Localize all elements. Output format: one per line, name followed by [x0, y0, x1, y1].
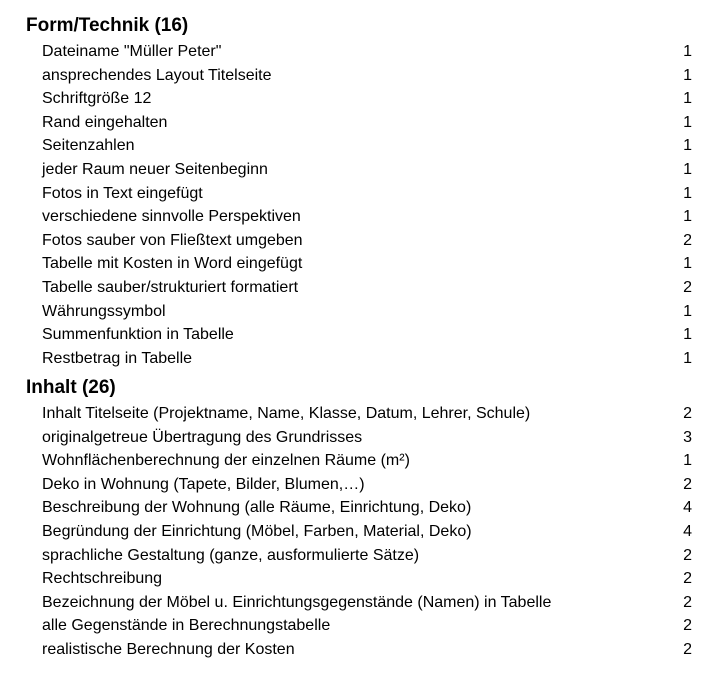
criterion-row: [0, 591, 713, 615]
section-heading-inhalt: Inhalt (26): [26, 377, 116, 398]
section-heading-form-technik: Form/Technik (16): [26, 15, 189, 36]
criterion-points: 1: [683, 208, 692, 226]
criterion-row: [0, 323, 713, 347]
criterion-row: [0, 134, 713, 158]
criterion-points: 1: [683, 90, 692, 108]
criterion-label: Inhalt Titelseite (Projektname, Name, Klasse, Datum, Lehrer, Schule): [42, 405, 531, 422]
criterion-row: [0, 638, 713, 662]
criterion-label: Fotos in Text eingefügt: [42, 184, 203, 202]
criterion-row: [0, 182, 713, 206]
criterion-points: 1: [683, 184, 692, 202]
criterion-points: 1: [683, 255, 692, 273]
criterion-points: 2: [683, 279, 692, 296]
criterion-row: [0, 158, 713, 182]
criterion-label: Beschreibung der Wohnung (alle Räume, Einrichtung, Deko): [42, 499, 472, 517]
criterion-points: 2: [683, 617, 692, 635]
criterion-label: alle Gegenstände in Berechnungstabelle: [42, 617, 331, 635]
criterion-points: 2: [683, 546, 692, 564]
criterion-label: Bezeichnung der Möbel u. Einrichtungsgegenstände (Namen) in Tabelle: [42, 593, 552, 611]
criterion-row: [0, 473, 713, 497]
criterion-row: [0, 614, 713, 638]
criterion-points: 3: [683, 428, 692, 446]
criterion-points: 4: [683, 523, 692, 540]
criterion-label: sprachliche Gestaltung (ganze, ausformulierte Sätze): [42, 546, 420, 564]
criterion-label: realistische Berechnung der Kosten: [42, 641, 295, 658]
criterion-label: originalgetreue Übertragung des Grundrisses: [42, 428, 363, 446]
criterion-label: Restbetrag in Tabelle: [42, 349, 193, 367]
criterion-label: Summenfunktion in Tabelle: [42, 326, 234, 344]
criterion-row: [0, 64, 713, 88]
criterion-points: 2: [683, 593, 692, 611]
criterion-points: 1: [683, 161, 692, 178]
criterion-label: jeder Raum neuer Seitenbeginn: [42, 161, 268, 178]
criterion-row: [0, 229, 713, 253]
criterion-points: 1: [683, 302, 692, 320]
criterion-row: [0, 402, 713, 426]
criterion-points: 1: [683, 349, 692, 367]
criterion-row: [0, 347, 713, 371]
criterion-points: 2: [683, 570, 692, 588]
criterion-label: Deko in Wohnung (Tapete, Bilder, Blumen,…): [42, 475, 365, 493]
criterion-row: [0, 300, 713, 324]
criterion-row: [0, 252, 713, 276]
criterion-points: 2: [683, 405, 692, 422]
criterion-row: [0, 276, 713, 300]
criterion-row: [0, 544, 713, 568]
criterion-label: Rand eingehalten: [42, 113, 168, 131]
criterion-points: 1: [683, 326, 692, 344]
criterion-points: 1: [683, 137, 692, 155]
criterion-row: [0, 496, 713, 520]
criterion-row: [0, 449, 713, 473]
criterion-row: [0, 205, 713, 229]
criterion-label: Begründung der Einrichtung (Möbel, Farben, Material, Deko): [42, 523, 472, 540]
criterion-points: 2: [683, 475, 692, 493]
criterion-points: 1: [683, 452, 692, 470]
criterion-row: [0, 567, 713, 591]
criterion-label: Seitenzahlen: [42, 137, 135, 155]
criterion-label: Fotos sauber von Fließtext umgeben: [42, 231, 303, 249]
criterion-label: Rechtschreibung: [42, 570, 163, 588]
criterion-label: Wohnflächenberechnung der einzelnen Räume (m²): [42, 452, 410, 470]
criterion-label: Dateiname "Müller Peter": [42, 43, 222, 60]
criterion-label: Tabelle mit Kosten in Word eingefügt: [42, 255, 303, 273]
criterion-points: 1: [683, 66, 692, 84]
criterion-label: Schriftgröße 12: [42, 90, 152, 108]
criterion-row: [0, 87, 713, 111]
criterion-row: [0, 426, 713, 450]
criterion-points: 2: [683, 641, 692, 658]
criterion-points: 2: [683, 231, 692, 249]
criterion-points: 1: [683, 113, 692, 131]
criterion-row: [0, 40, 713, 64]
criterion-label: Tabelle sauber/strukturiert formatiert: [42, 279, 299, 296]
criterion-label: ansprechendes Layout Titelseite: [42, 66, 272, 84]
criterion-row: [0, 520, 713, 544]
criterion-points: 1: [683, 43, 692, 60]
criterion-points: 4: [683, 499, 692, 517]
criterion-label: verschiedene sinnvolle Perspektiven: [42, 208, 301, 226]
criterion-label: Währungssymbol: [42, 302, 166, 320]
criterion-row: [0, 111, 713, 135]
